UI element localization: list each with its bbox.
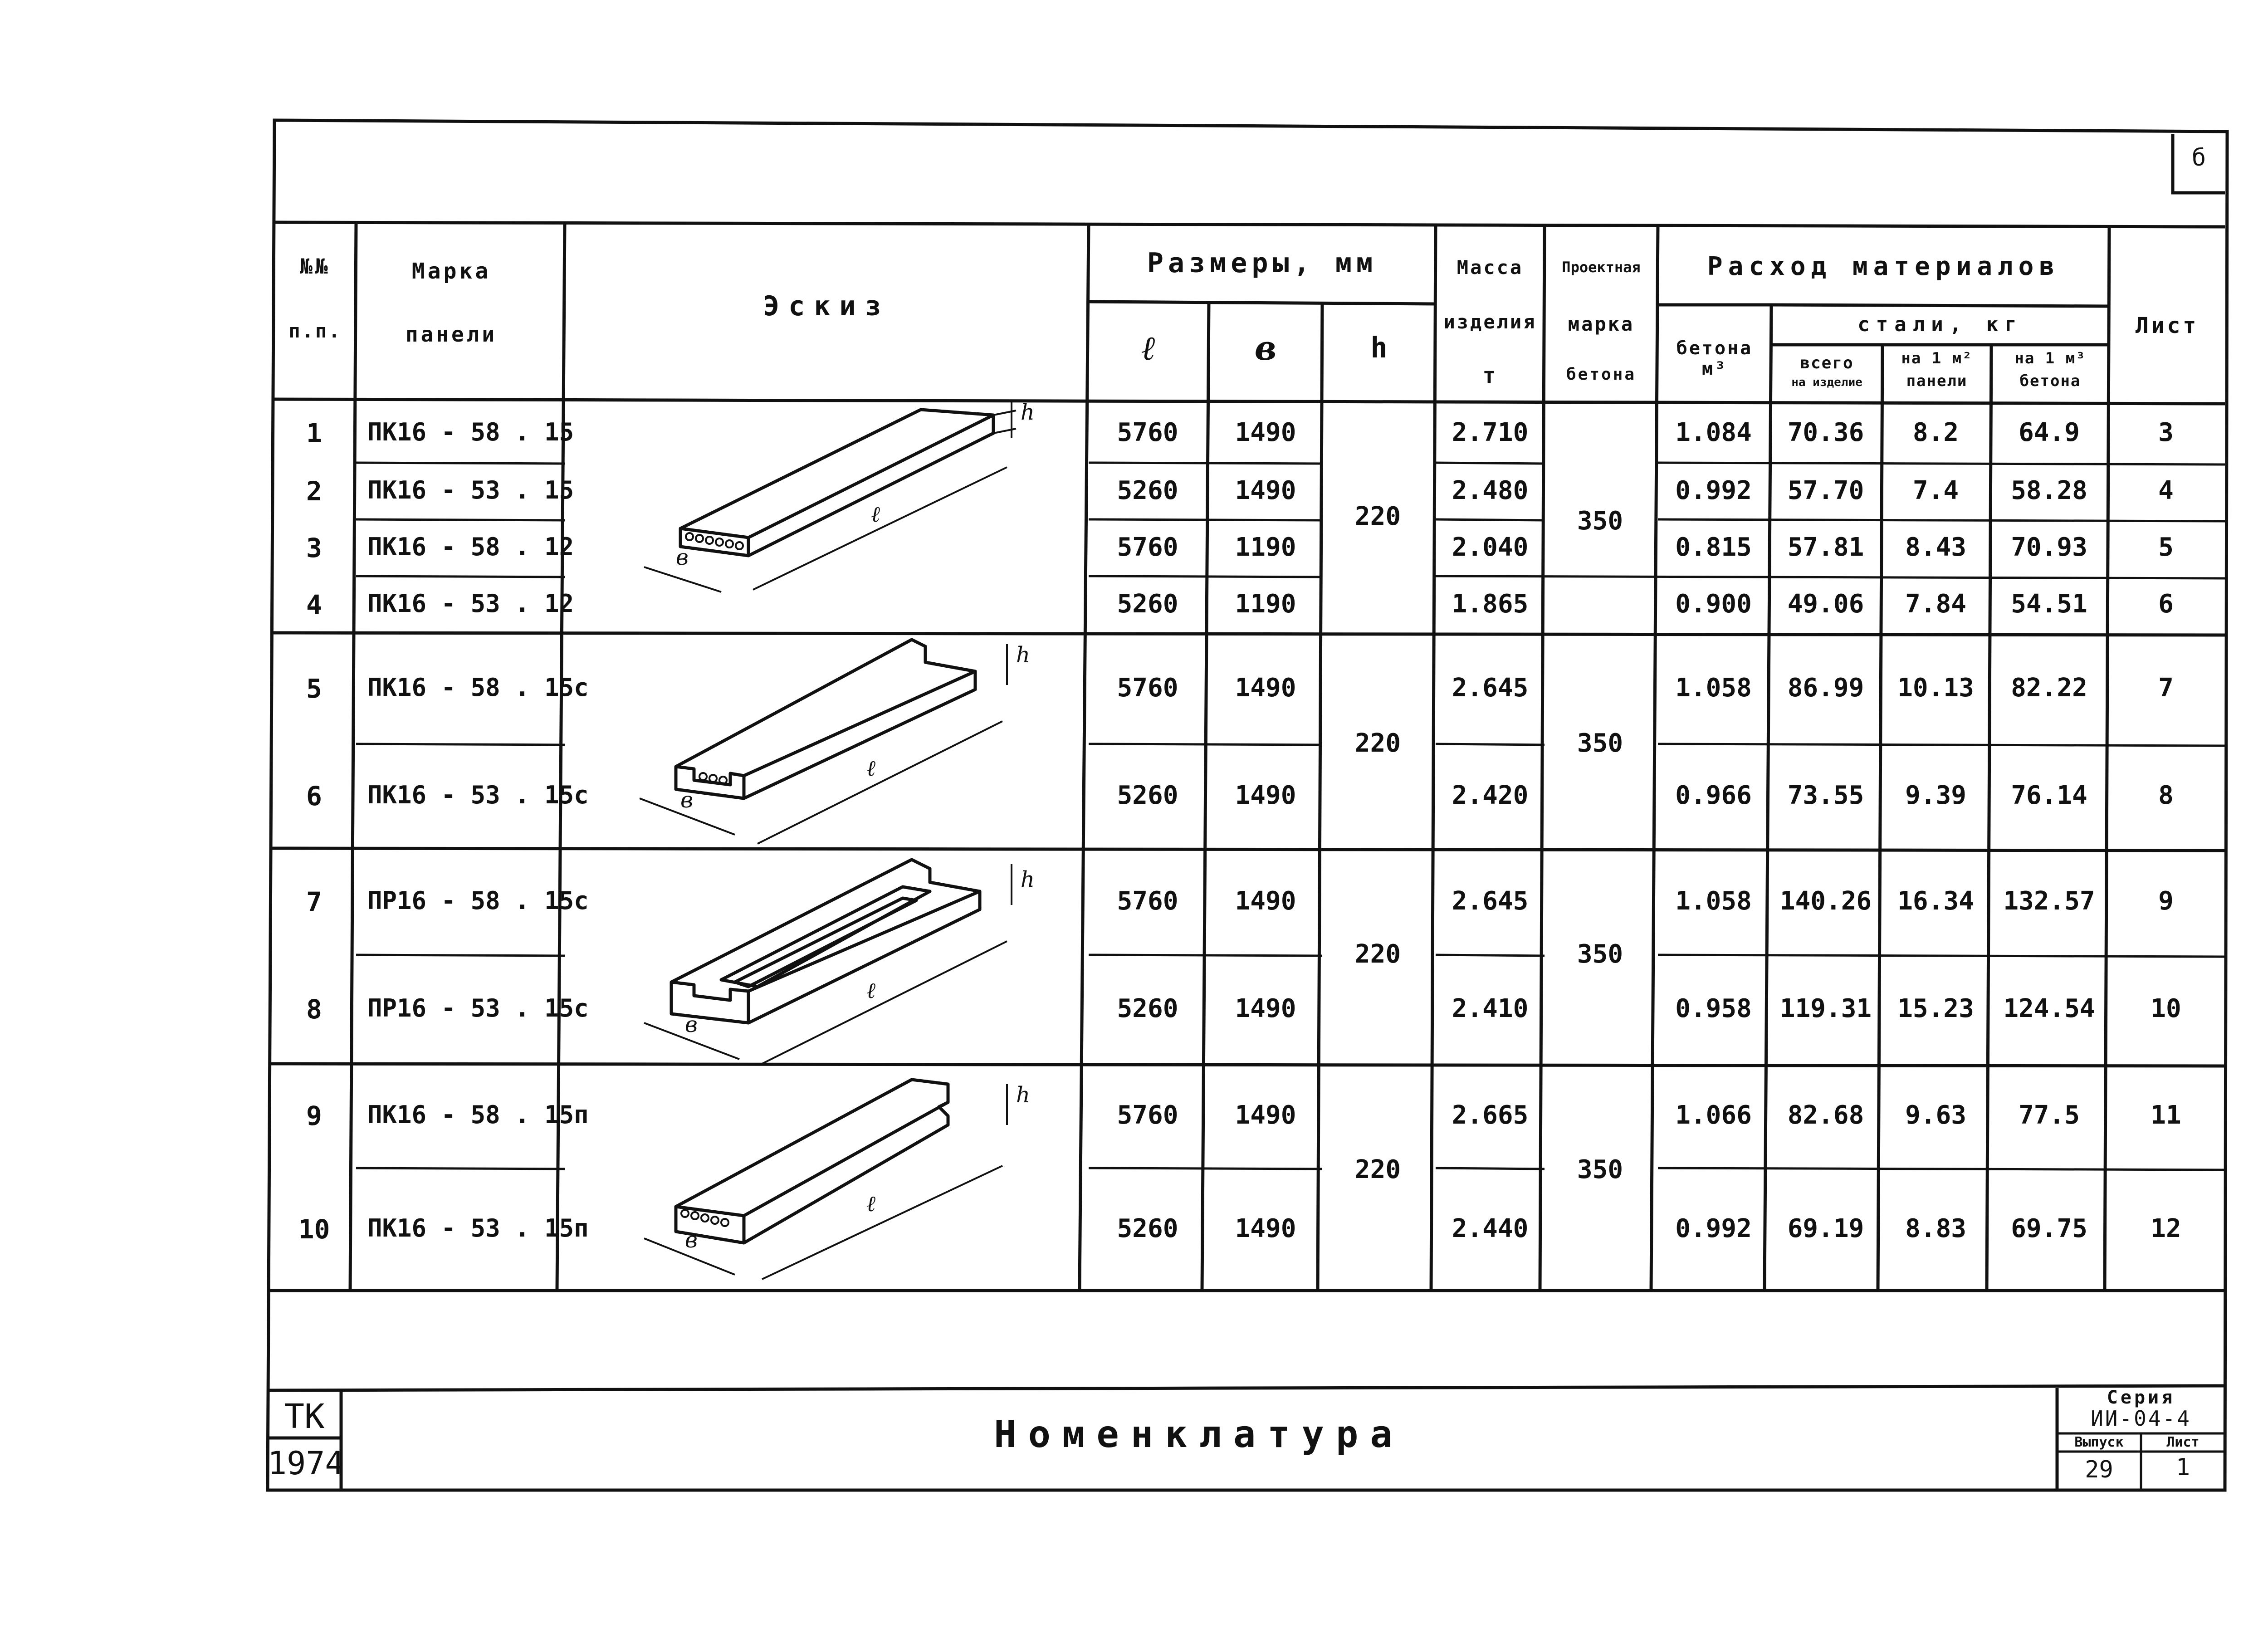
cell-l: 5760 [1117, 673, 1178, 703]
header-per-m3-1: на 1 м³ [2014, 349, 2086, 367]
cell-concrete: 1.058 [1675, 886, 1752, 916]
header-concrete-2: м³ [1701, 358, 1728, 379]
cell-per-m2: 7.4 [1912, 476, 1959, 505]
cell-n: 10 [298, 1214, 330, 1245]
svg-text:ℓ: ℓ [866, 978, 875, 1003]
svg-text:в: в [676, 545, 689, 570]
cell-l: 5260 [1117, 1214, 1178, 1243]
cell-l: 5260 [1117, 589, 1178, 619]
cell-sheet: 7 [2158, 673, 2174, 703]
cell-mark: ПК16 - 58 . 15п [367, 1100, 589, 1129]
cell-mass: 2.710 [1452, 418, 1529, 447]
cell-mass: 2.645 [1452, 886, 1529, 916]
cell-n: 1 [306, 418, 322, 449]
header-sketch: Эскиз [763, 290, 890, 322]
cell-per-m2: 8.2 [1912, 418, 1959, 447]
cell-b: 1490 [1235, 1214, 1296, 1243]
cell-per-m3: 77.5 [2019, 1100, 2080, 1130]
issue-label: Выпуск [2074, 1434, 2124, 1450]
col-sep-sketch [1080, 225, 1089, 1291]
svg-text:в: в [685, 1012, 698, 1037]
cell-sheet: 6 [2158, 589, 2174, 619]
cell-grade-merged: 350 [1577, 939, 1623, 969]
cell-l: 5760 [1117, 418, 1178, 447]
cell-h-merged: 220 [1354, 729, 1401, 758]
cell-b: 1490 [1235, 886, 1296, 916]
header-dim-b: в [1254, 329, 1277, 368]
cell-n: 8 [306, 994, 322, 1025]
header-mass-1: Масса [1457, 256, 1524, 279]
group-sep-2 [270, 848, 2225, 851]
cell-l: 5760 [1117, 1100, 1178, 1130]
header-mass-3: т [1482, 363, 1498, 388]
cell-concrete: 0.992 [1675, 1214, 1752, 1243]
cell-h-merged: 220 [1354, 502, 1401, 531]
cell-mark: ПР16 - 58 . 15с [367, 886, 589, 915]
drawing-title: Номенклатура [994, 1413, 1404, 1456]
cell-sheet: 10 [2151, 994, 2181, 1023]
cell-l: 5260 [1117, 781, 1178, 810]
header-grade-1: Проектная [1562, 259, 1641, 276]
cell-per-m3: 82.22 [2011, 673, 2087, 703]
cell-steel-total: 70.36 [1787, 418, 1864, 447]
cell-sheet: 8 [2158, 781, 2174, 810]
sheet-number: 1 [2175, 1454, 2190, 1481]
title-block-org: ТК [284, 1397, 325, 1436]
page-number: б [2191, 144, 2206, 171]
cell-steel-total: 140.26 [1779, 886, 1872, 916]
cell-mass: 2.410 [1452, 994, 1529, 1023]
cell-per-m2: 9.63 [1905, 1100, 1966, 1130]
cell-per-m3: 58.28 [2011, 476, 2087, 505]
cell-per-m2: 9.39 [1905, 781, 1966, 810]
header-bottom-line [272, 399, 2225, 404]
cell-concrete: 0.966 [1675, 781, 1752, 810]
group-sep-1 [271, 633, 2225, 635]
svg-text:в: в [680, 787, 693, 813]
header-dims: Размеры, мм [1147, 247, 1378, 279]
header-concrete-1: бетона [1676, 338, 1753, 359]
cell-l: 5260 [1117, 476, 1178, 505]
cell-b: 1490 [1235, 673, 1296, 703]
cell-b: 1490 [1235, 1100, 1296, 1130]
cell-mark: ПК16 - 53 . 15п [367, 1214, 589, 1242]
dims-subheader-line [1089, 302, 1436, 304]
cell-per-m2: 8.43 [1905, 533, 1966, 562]
header-mass-2: изделия [1443, 311, 1537, 333]
cell-mass: 2.645 [1452, 673, 1529, 703]
cell-mass: 2.480 [1452, 476, 1529, 505]
cell-mark: ПК16 - 53 . 15с [367, 781, 589, 809]
cell-per-m3: 132.57 [2003, 886, 2095, 916]
cell-steel-total: 69.19 [1787, 1214, 1864, 1243]
cell-l: 5760 [1117, 533, 1178, 562]
cell-per-m2: 7.84 [1905, 589, 1966, 619]
issue-number: 29 [2085, 1456, 2113, 1483]
header-num-2: п.п. [288, 320, 342, 342]
cell-steel-total: 86.99 [1787, 673, 1864, 703]
cell-steel-total: 82.68 [1787, 1100, 1864, 1130]
cell-concrete: 0.992 [1675, 476, 1752, 505]
header-dim-h: h [1370, 331, 1388, 364]
cell-b: 1490 [1235, 994, 1296, 1023]
cell-l: 5760 [1117, 886, 1178, 916]
header-steel-total-1: всего [1800, 354, 1854, 372]
cell-per-m3: 69.75 [2011, 1214, 2087, 1243]
cell-b: 1190 [1235, 589, 1296, 619]
cell-per-m3: 70.93 [2011, 533, 2087, 562]
header-mark-1: Марка [411, 259, 491, 284]
header-mark-2: панели [405, 322, 498, 347]
svg-text:h: h [1021, 400, 1035, 425]
header-grade-2: марка [1568, 313, 1635, 335]
cell-mark: ПК16 - 53 . 12 [367, 589, 574, 618]
cell-b: 1490 [1235, 781, 1296, 810]
cell-steel-total: 57.81 [1787, 533, 1864, 562]
cell-mark: ПК16 - 53 . 15 [367, 476, 574, 504]
cell-mass: 2.440 [1452, 1214, 1529, 1243]
svg-text:ℓ: ℓ [866, 756, 875, 781]
cell-n: 4 [306, 589, 322, 620]
sketch-ribbed-panel [631, 851, 1066, 1066]
cell-mass: 2.420 [1452, 781, 1529, 810]
header-top-line [274, 222, 2225, 227]
cell-mass: 2.665 [1452, 1100, 1529, 1130]
cell-n: 7 [306, 886, 322, 917]
header-per-m2-2: панели [1906, 372, 1968, 390]
cell-mark: ПК16 - 58 . 15с [367, 673, 589, 702]
header-dim-l: ℓ [1141, 329, 1156, 368]
svg-text:в: в [685, 1227, 698, 1253]
cell-sheet: 5 [2158, 533, 2174, 562]
cell-sheet: 9 [2158, 886, 2174, 916]
cell-b: 1490 [1235, 476, 1296, 505]
title-block-year: 1974 [268, 1445, 344, 1482]
group-sep-3 [269, 1064, 2225, 1066]
series-label: Серия [2107, 1387, 2175, 1408]
cell-steel-total: 119.31 [1779, 994, 1872, 1023]
cell-sheet: 3 [2158, 418, 2174, 447]
cell-mark: ПР16 - 53 . 15с [367, 994, 589, 1022]
cell-concrete: 0.900 [1675, 589, 1752, 619]
cell-sheet: 4 [2158, 476, 2174, 505]
header-steel: стали, кг [1857, 313, 2023, 336]
cell-per-m3: 76.14 [2011, 781, 2087, 810]
cell-n: 2 [306, 476, 322, 507]
cell-l: 5260 [1117, 994, 1178, 1023]
svg-text:h: h [1021, 867, 1035, 892]
cell-n: 6 [306, 781, 322, 812]
materials-subheader-line [1771, 305, 2109, 306]
cell-steel-total: 49.06 [1787, 589, 1864, 619]
cell-per-m2: 10.13 [1897, 673, 1974, 703]
cell-steel-total: 73.55 [1787, 781, 1864, 810]
cell-sheet: 11 [2151, 1100, 2181, 1130]
cell-sheet: 12 [2151, 1214, 2181, 1243]
svg-text:h: h [1016, 1082, 1030, 1108]
svg-text:ℓ: ℓ [871, 502, 880, 527]
header-materials: Расход материалов [1707, 252, 2060, 281]
sketch-hollow-core-panel [631, 401, 1066, 635]
svg-text:ℓ: ℓ [866, 1191, 875, 1217]
col-sep-mark [557, 222, 565, 1291]
cell-per-m2: 15.23 [1897, 994, 1974, 1023]
series-number: ИИ-04-4 [2091, 1406, 2191, 1431]
header-grade-3: бетона [1566, 365, 1637, 384]
cell-h-merged: 220 [1354, 939, 1401, 969]
svg-text:h: h [1016, 642, 1030, 668]
cell-mass: 2.040 [1452, 533, 1529, 562]
cell-steel-total: 57.70 [1787, 476, 1864, 505]
cell-concrete: 0.958 [1675, 994, 1752, 1023]
header-per-m2-1: на 1 м² [1901, 349, 1973, 367]
cell-b: 1190 [1235, 533, 1296, 562]
header-sheet: Лист [2135, 313, 2199, 338]
cell-per-m3: 64.9 [2019, 418, 2080, 447]
sheet-label: Лист [2166, 1434, 2200, 1450]
cell-concrete: 1.066 [1675, 1100, 1752, 1130]
cell-grade-merged: 350 [1577, 506, 1623, 536]
header-steel-total-2: на изделие [1791, 376, 1862, 389]
cell-h-merged: 220 [1354, 1155, 1401, 1184]
cell-b: 1490 [1235, 418, 1296, 447]
cell-per-m3: 54.51 [2011, 589, 2087, 619]
cell-concrete: 1.058 [1675, 673, 1752, 703]
cell-concrete: 0.815 [1675, 533, 1752, 562]
header-per-m3-2: бетона [2019, 372, 2081, 390]
cell-mark: ПК16 - 58 . 15 [367, 418, 574, 446]
cell-per-m2: 8.83 [1905, 1214, 1966, 1243]
sketch-panel-with-recesses [631, 635, 1066, 850]
cell-n: 3 [306, 533, 322, 563]
header-num-1: №№ [300, 254, 331, 279]
sketch-panel-with-groove [631, 1066, 1066, 1290]
cell-concrete: 1.084 [1675, 418, 1752, 447]
cell-grade-merged: 350 [1577, 1155, 1623, 1184]
stamp-top-line [268, 1386, 2225, 1390]
cell-mark: ПК16 - 58 . 12 [367, 533, 574, 561]
cell-n: 5 [306, 673, 322, 704]
cell-per-m3: 124.54 [2003, 994, 2095, 1023]
cell-grade-merged: 350 [1577, 729, 1623, 758]
cell-n: 9 [306, 1100, 322, 1131]
cell-mass: 1.865 [1452, 589, 1529, 619]
cell-per-m2: 16.34 [1897, 886, 1974, 916]
